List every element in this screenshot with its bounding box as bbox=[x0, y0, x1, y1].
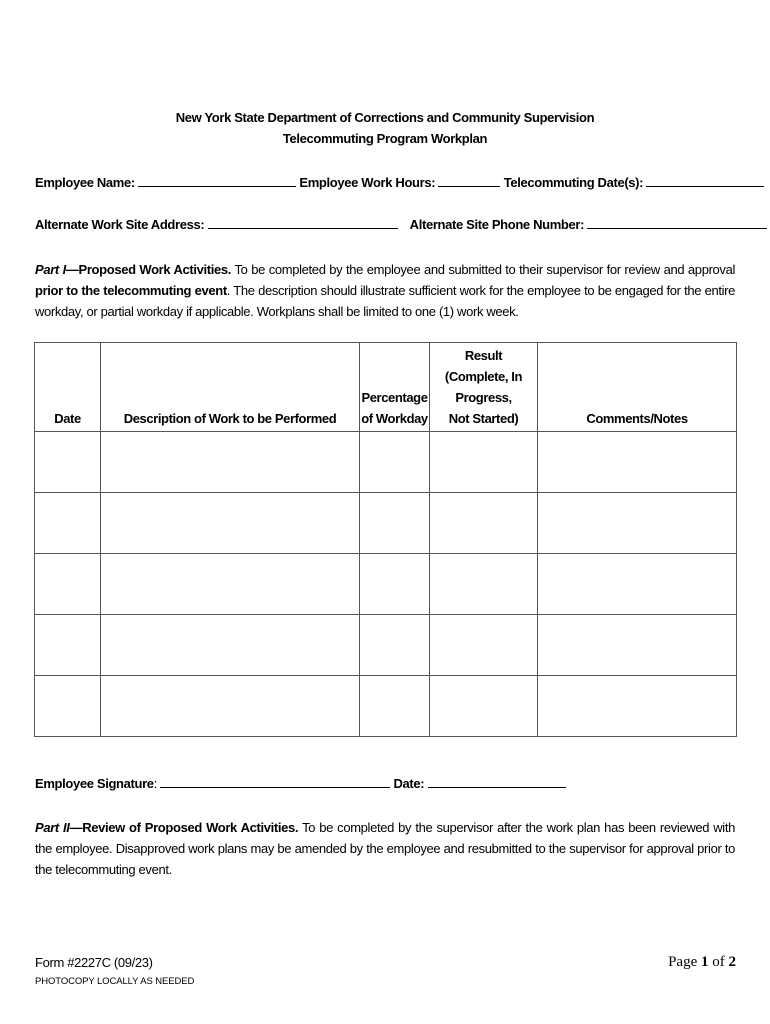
part2-label: Part II bbox=[35, 820, 70, 835]
part2-instructions bbox=[35, 817, 735, 880]
cell-result[interactable] bbox=[430, 554, 538, 615]
cell-date[interactable] bbox=[35, 432, 101, 493]
col-percentage bbox=[360, 343, 430, 432]
telecommuting-dates-field[interactable] bbox=[646, 174, 764, 187]
form-title: Telecommuting Program Workplan bbox=[282, 131, 488, 146]
col-result-line2: (Complete, In bbox=[444, 369, 523, 384]
page-word: Page bbox=[668, 954, 698, 970]
col-percentage-line1: Percentage bbox=[361, 390, 428, 405]
cell-description[interactable] bbox=[101, 554, 360, 615]
col-date: Date bbox=[35, 343, 101, 432]
col-result-line3: Progress, bbox=[455, 390, 512, 405]
col-description: Description of Work to be Performed bbox=[101, 343, 360, 432]
part1-label: Part I bbox=[35, 262, 66, 277]
part1-instructions bbox=[35, 259, 735, 322]
table-row bbox=[35, 432, 737, 493]
cell-date[interactable] bbox=[35, 615, 101, 676]
signature-colon: : bbox=[153, 776, 157, 791]
agency-title: New York State Department of Corrections and Community Supervision bbox=[175, 110, 595, 125]
cell-percentage[interactable] bbox=[360, 554, 430, 615]
employee-name-field[interactable] bbox=[138, 174, 296, 187]
part1-emphasis: prior to the telecommuting event bbox=[35, 283, 227, 298]
cell-result[interactable] bbox=[430, 493, 538, 554]
page-total: 2 bbox=[728, 954, 736, 970]
alt-phone-label: Alternate Site Phone Number: bbox=[409, 217, 585, 232]
table-header-row bbox=[35, 343, 737, 432]
table-row bbox=[35, 554, 737, 615]
cell-comments[interactable] bbox=[538, 432, 737, 493]
signature-field[interactable] bbox=[160, 775, 390, 788]
signature-row bbox=[35, 775, 566, 791]
page-number: 1 bbox=[701, 954, 709, 970]
table-row bbox=[35, 676, 737, 737]
cell-comments[interactable] bbox=[538, 615, 737, 676]
cell-result[interactable] bbox=[430, 615, 538, 676]
cell-comments[interactable] bbox=[538, 554, 737, 615]
work-activities-table bbox=[34, 342, 737, 737]
col-result-line1: Result bbox=[464, 348, 503, 363]
alt-address-label: Alternate Work Site Address: bbox=[35, 217, 205, 232]
cell-description[interactable] bbox=[101, 432, 360, 493]
cell-result[interactable] bbox=[430, 676, 538, 737]
signature-label: Employee Signature bbox=[35, 776, 154, 791]
cell-comments[interactable] bbox=[538, 676, 737, 737]
cell-description[interactable] bbox=[101, 676, 360, 737]
signature-date-field[interactable] bbox=[428, 775, 566, 788]
part2-text: To be completed by the supervisor after the work plan has been reviewed with the employee. Disapproved work plans may be amended by the employee and resubmitted to the supervisor for approval prior to the telecommuting event. bbox=[35, 820, 735, 877]
alternate-site-row bbox=[35, 216, 767, 232]
part2-heading: —Review of Proposed Work Activities. bbox=[69, 820, 299, 835]
table-row bbox=[35, 615, 737, 676]
employee-name-label: Employee Name: bbox=[35, 175, 135, 190]
cell-comments[interactable] bbox=[538, 493, 737, 554]
form-number: Form #2227C (09/23) bbox=[35, 955, 153, 970]
cell-percentage[interactable] bbox=[360, 676, 430, 737]
work-hours-field[interactable] bbox=[438, 174, 500, 187]
cell-date[interactable] bbox=[35, 676, 101, 737]
of-word: of bbox=[712, 954, 725, 970]
date-label: Date: bbox=[393, 776, 425, 791]
part1-text: To be completed by the employee and submitted to their supervisor for review and approval bbox=[234, 262, 735, 277]
cell-date[interactable] bbox=[35, 493, 101, 554]
cell-result[interactable] bbox=[430, 432, 538, 493]
alt-address-field[interactable] bbox=[208, 216, 398, 229]
col-result bbox=[430, 343, 538, 432]
cell-description[interactable] bbox=[101, 493, 360, 554]
cell-percentage[interactable] bbox=[360, 432, 430, 493]
photocopy-note: PHOTOCOPY LOCALLY AS NEEDED bbox=[35, 976, 195, 987]
col-comments: Comments/Notes bbox=[538, 343, 737, 432]
col-percentage-line2: of Workday bbox=[361, 411, 428, 426]
telecommuting-dates-label: Telecommuting Date(s): bbox=[503, 175, 644, 190]
table-row bbox=[35, 493, 737, 554]
col-result-line4: Not Started) bbox=[448, 411, 519, 426]
cell-description[interactable] bbox=[101, 615, 360, 676]
cell-percentage[interactable] bbox=[360, 493, 430, 554]
alt-phone-field[interactable] bbox=[587, 216, 767, 229]
part1-text-cont: . The description should illustrate sufficient work for the employee to be engaged for the entire workday, or partial workday if applicable. Workplans shall be limited to one (1) work week. bbox=[35, 283, 735, 319]
part1-heading: —Proposed Work Activities. bbox=[65, 262, 232, 277]
employee-info-row bbox=[35, 174, 764, 190]
page-indicator bbox=[668, 954, 736, 971]
work-hours-label: Employee Work Hours: bbox=[299, 175, 436, 190]
cell-percentage[interactable] bbox=[360, 615, 430, 676]
cell-date[interactable] bbox=[35, 554, 101, 615]
